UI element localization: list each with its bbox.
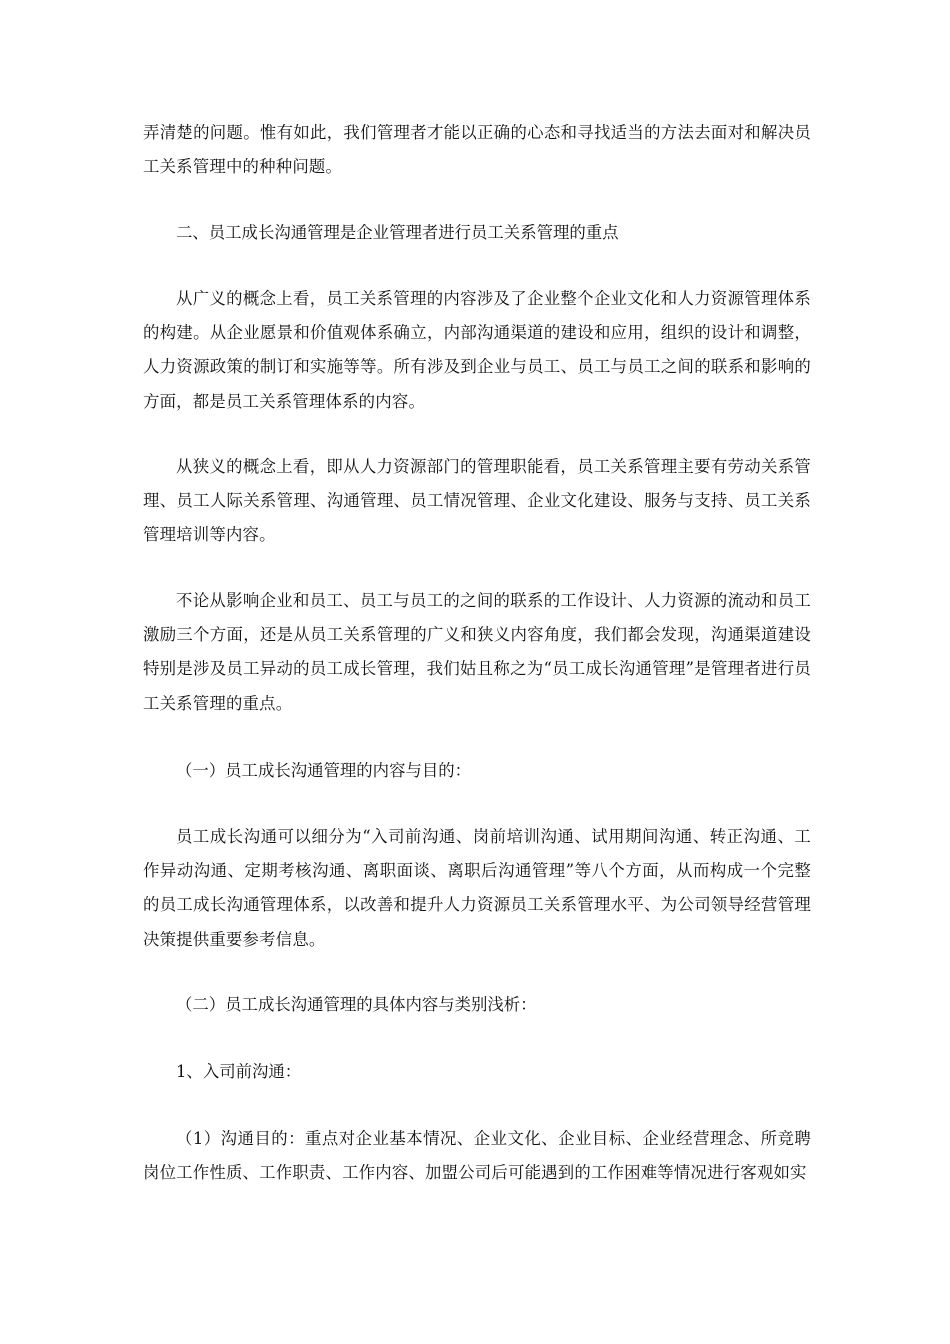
section-heading-2: 二、员工成长沟通管理是企业管理者进行员工关系管理的重点 <box>176 223 619 242</box>
subsection-heading-1: （一）员工成长沟通管理的内容与目的： <box>176 761 472 780</box>
paragraph-broad-concept: 从广义的概念上看，员工关系管理的内容涉及了企业整个企业文化和人力资源管理体系的构建。从企业愿景和价值观体系确立，内部沟通渠道的建设和应用，组织的设计和调整，人力资源政策的制订和实施等等。所有涉及到企业与员工、员工与员工之间的联系和影响的方面，都是员工关系管理体系的内容。 <box>143 289 811 411</box>
paragraph-key-point: 不论从影响企业和员工、员工与员工的之间的联系的工作设计、人力资源的流动和员工激励三个方面，还是从员工关系管理的广义和狭义内容角度，我们都会发现，沟通渠道建设特别是涉及员工异动的员工成长管理，我们姑且称之为“员工成长沟通管理”是管理者进行员工关系管理的重点。 <box>143 591 811 713</box>
item-heading-1: 1、入司前沟通： <box>176 1062 302 1081</box>
paragraph-communication-purpose: （1）沟通目的：重点对企业基本情况、企业文化、企业目标、企业经营理念、所竞聘岗位工作性质、工作职责、工作内容、加盟公司后可能遇到的工作困难等情况进行客观如实 <box>143 1129 811 1183</box>
paragraph-continuation: 弄清楚的问题。惟有如此，我们管理者才能以正确的心态和寻找适当的方法去面对和解决员工关系管理中的种种问题。 <box>143 123 811 177</box>
subsection-heading-2: （二）员工成长沟通管理的具体内容与类别浅析： <box>176 995 537 1014</box>
paragraph-eight-aspects: 员工成长沟通可以细分为“入司前沟通、岗前培训沟通、试用期间沟通、转正沟通、工作异动沟通、定期考核沟通、离职面谈、离职后沟通管理”等八个方面，从而构成一个完整的员工成长沟通管理体系，以改善和提升人力资源员工关系管理水平、为公司领导经营管理决策提供重要参考信息。 <box>143 827 811 949</box>
paragraph-narrow-concept: 从狭义的概念上看，即从人力资源部门的管理职能看，员工关系管理主要有劳动关系管理、员工人际关系管理、沟通管理、员工情况管理、企业文化建设、服务与支持、员工关系管理培训等内容。 <box>143 457 811 545</box>
